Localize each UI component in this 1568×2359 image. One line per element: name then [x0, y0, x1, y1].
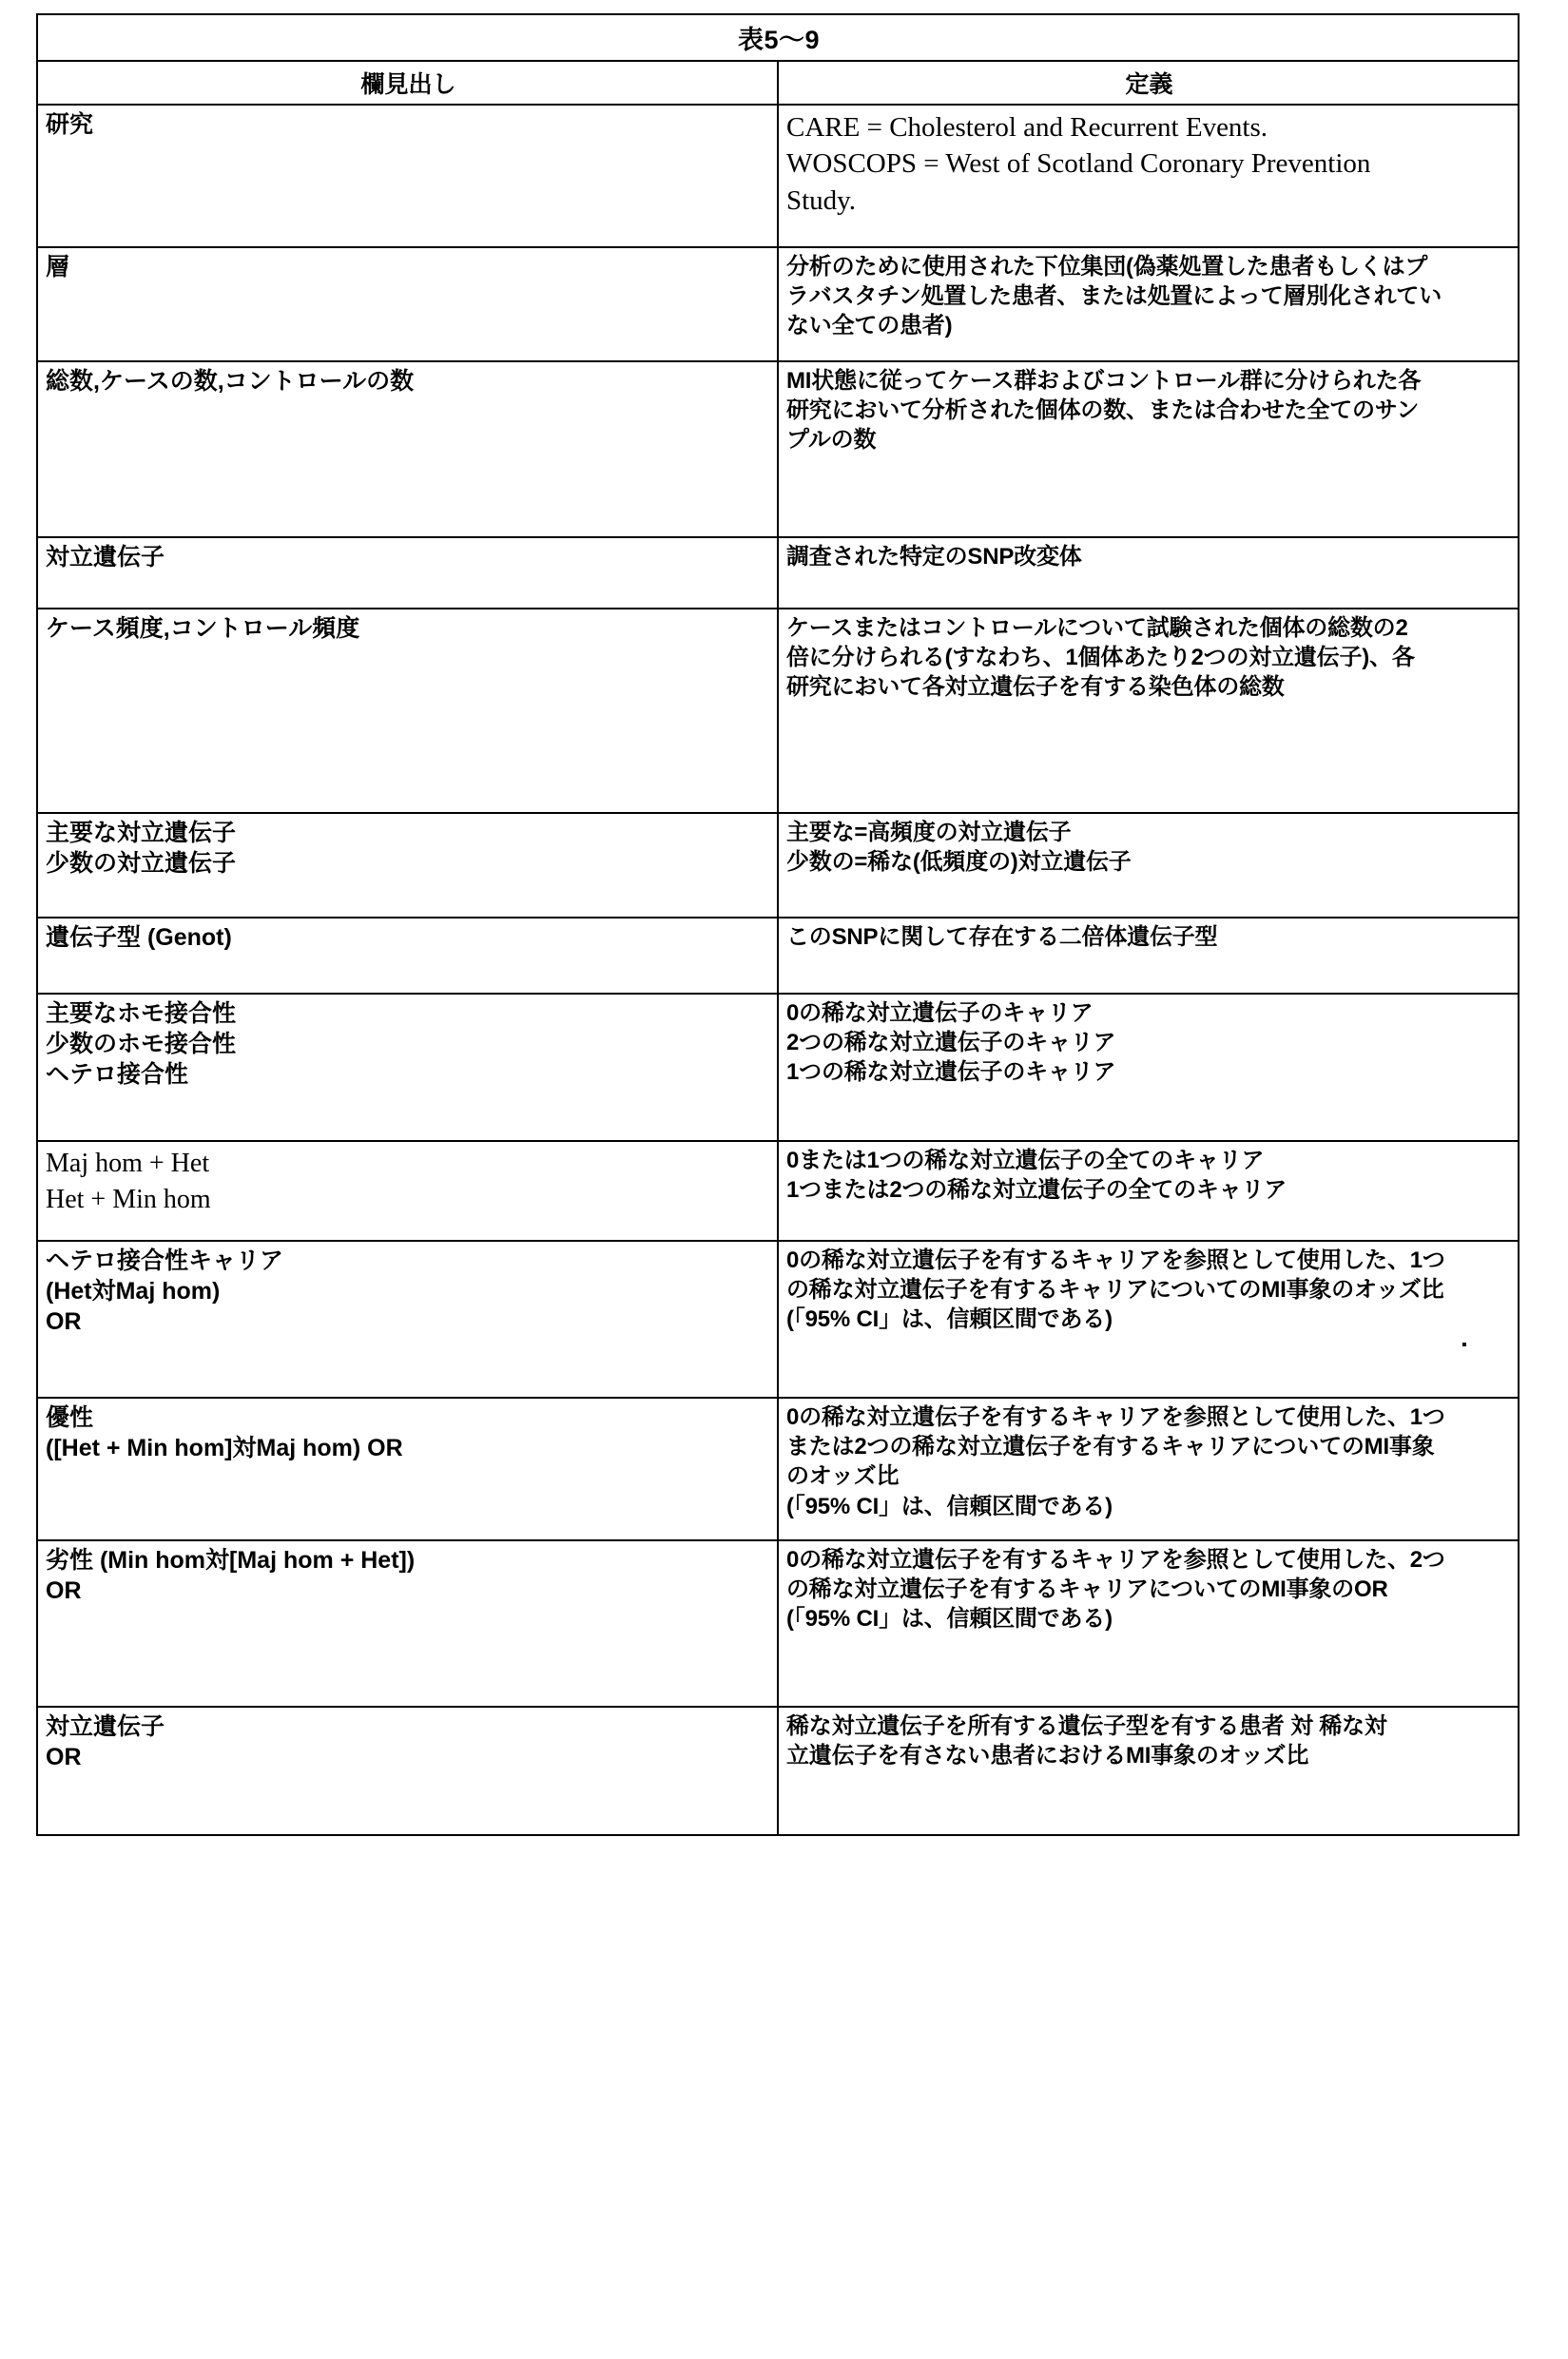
- term-text: 劣性 (Min hom対[Maj hom + Het]) OR: [46, 1547, 416, 1604]
- definition-text: 分析のために使用された下位集団(偽薬処置した患者もしくはプ ラバスタチン処置した患者、または処置によって層別化されてい ない全ての患者): [786, 254, 1442, 339]
- column-header-term: 欄見出し: [37, 61, 778, 105]
- definition-table: [36, 13, 1520, 1836]
- definition-cell: [778, 1707, 1519, 1835]
- table-row: [37, 918, 1519, 994]
- definition-cell: [778, 247, 1519, 361]
- definition-text: 0の稀な対立遺伝子のキャリア 2つの稀な対立遺伝子のキャリア 1つの稀な対立遺伝子のキャリア: [786, 1000, 1116, 1086]
- table-row: [37, 361, 1519, 537]
- definition-cell: [778, 105, 1519, 247]
- table-row: [37, 1398, 1519, 1540]
- definition-cell: [778, 918, 1519, 994]
- definition-cell: [778, 994, 1519, 1141]
- table-row: [37, 813, 1519, 918]
- term-cell: [37, 994, 778, 1141]
- term-text: 層: [46, 254, 70, 280]
- definition-text: 0または1つの稀な対立遺伝子の全てのキャリア 1つまたは2つの稀な対立遺伝子の全てのキャリア: [786, 1148, 1287, 1204]
- table-row: [37, 1141, 1519, 1241]
- term-cell: [37, 247, 778, 361]
- definition-text: MI状態に従ってケース群およびコントロール群に分けられた各 研究において分析された個体の数、または合わせた全てのサン プルの数: [786, 368, 1422, 454]
- column-header-definition: 定義: [778, 61, 1519, 105]
- term-text: 研究: [46, 111, 94, 138]
- term-cell: [37, 1540, 778, 1707]
- scan-artifact-dot: [1462, 1343, 1466, 1346]
- term-cell: [37, 1398, 778, 1540]
- term-text: ヘテロ接合性キャリア (Het対Maj hom) OR: [46, 1247, 284, 1335]
- table-header-row: [37, 61, 1519, 105]
- definition-cell: [778, 1241, 1519, 1398]
- term-cell: [37, 813, 778, 918]
- table-row: [37, 1241, 1519, 1398]
- table-row: [37, 609, 1519, 813]
- definition-cell: [778, 537, 1519, 609]
- term-cell: [37, 361, 778, 537]
- term-cell: [37, 918, 778, 994]
- term-cell: [37, 1707, 778, 1835]
- definition-text: ケースまたはコントロールについて試験された個体の総数の2 倍に分けられる(すなわち、1個体あたり2つの対立遺伝子)、各 研究において各対立遺伝子を有する染色体の総数: [786, 615, 1415, 701]
- term-text: 主要な対立遺伝子 少数の対立遺伝子: [46, 820, 237, 877]
- term-cell: [37, 1241, 778, 1398]
- term-text: 主要なホモ接合性 少数のホモ接合性 ヘテロ接合性: [46, 1000, 237, 1088]
- table-caption-row: [37, 14, 1519, 61]
- definition-text: このSNPに関して存在する二倍体遺伝子型: [786, 924, 1218, 950]
- table-row: [37, 1540, 1519, 1707]
- definition-cell: [778, 1398, 1519, 1540]
- table-row: [37, 537, 1519, 609]
- definition-text: 稀な対立遺伝子を所有する遺伝子型を有する患者 対 稀な対 立遺伝子を有さない患者におけるMI事象のオッズ比: [786, 1713, 1387, 1769]
- definition-cell: [778, 609, 1519, 813]
- term-cell: [37, 1141, 778, 1241]
- table-body: [37, 14, 1519, 1835]
- document-page: [0, 13, 1568, 2359]
- term-text: 遺伝子型 (Genot): [46, 924, 232, 951]
- definition-text: 0の稀な対立遺伝子を有するキャリアを参照として使用した、1つ の稀な対立遺伝子を有するキャリアについてのMI事象のオッズ比 (「95% CI」は、信頼区間である): [786, 1247, 1445, 1333]
- definition-text: 0の稀な対立遺伝子を有するキャリアを参照として使用した、2つ の稀な対立遺伝子を有するキャリアについてのMI事象のOR (「95% CI」は、信頼区間である): [786, 1547, 1445, 1633]
- definition-cell: [778, 1141, 1519, 1241]
- table-row: [37, 247, 1519, 361]
- term-text: 優性 ([Het + Min hom]対Maj hom) OR: [46, 1404, 403, 1461]
- definition-text: 調査された特定のSNP改変体: [786, 544, 1082, 570]
- term-text: 対立遺伝子: [46, 544, 165, 570]
- table-row: [37, 1707, 1519, 1835]
- definition-cell: [778, 813, 1519, 918]
- term-text: ケース頻度,コントロール頻度: [46, 615, 360, 642]
- table-caption: 表5～9: [37, 14, 1519, 61]
- definition-cell: [778, 361, 1519, 537]
- term-cell: [37, 609, 778, 813]
- term-text: 対立遺伝子 OR: [46, 1713, 165, 1770]
- term-text: 総数,ケースの数,コントロールの数: [46, 368, 415, 395]
- definition-text: CARE = Cholesterol and Recurrent Events. WOSCOPS = West of Scotland Coronary Prevention Study.: [786, 112, 1371, 216]
- term-cell: [37, 537, 778, 609]
- table-row: [37, 105, 1519, 247]
- term-text: Maj hom + Het Het + Min hom: [46, 1149, 211, 1214]
- definition-text: 主要な=高頻度の対立遺伝子 少数の=稀な(低頻度の)対立遺伝子: [786, 820, 1132, 876]
- table-container: [36, 13, 1528, 1836]
- definition-cell: [778, 1540, 1519, 1707]
- definition-text: 0の稀な対立遺伝子を有するキャリアを参照として使用した、1つ または2つの稀な対立遺伝子を有するキャリアについてのMI事象 のオッズ比 (「95% CI」は、信頼区間である): [786, 1404, 1445, 1519]
- table-row: [37, 994, 1519, 1141]
- term-cell: [37, 105, 778, 247]
